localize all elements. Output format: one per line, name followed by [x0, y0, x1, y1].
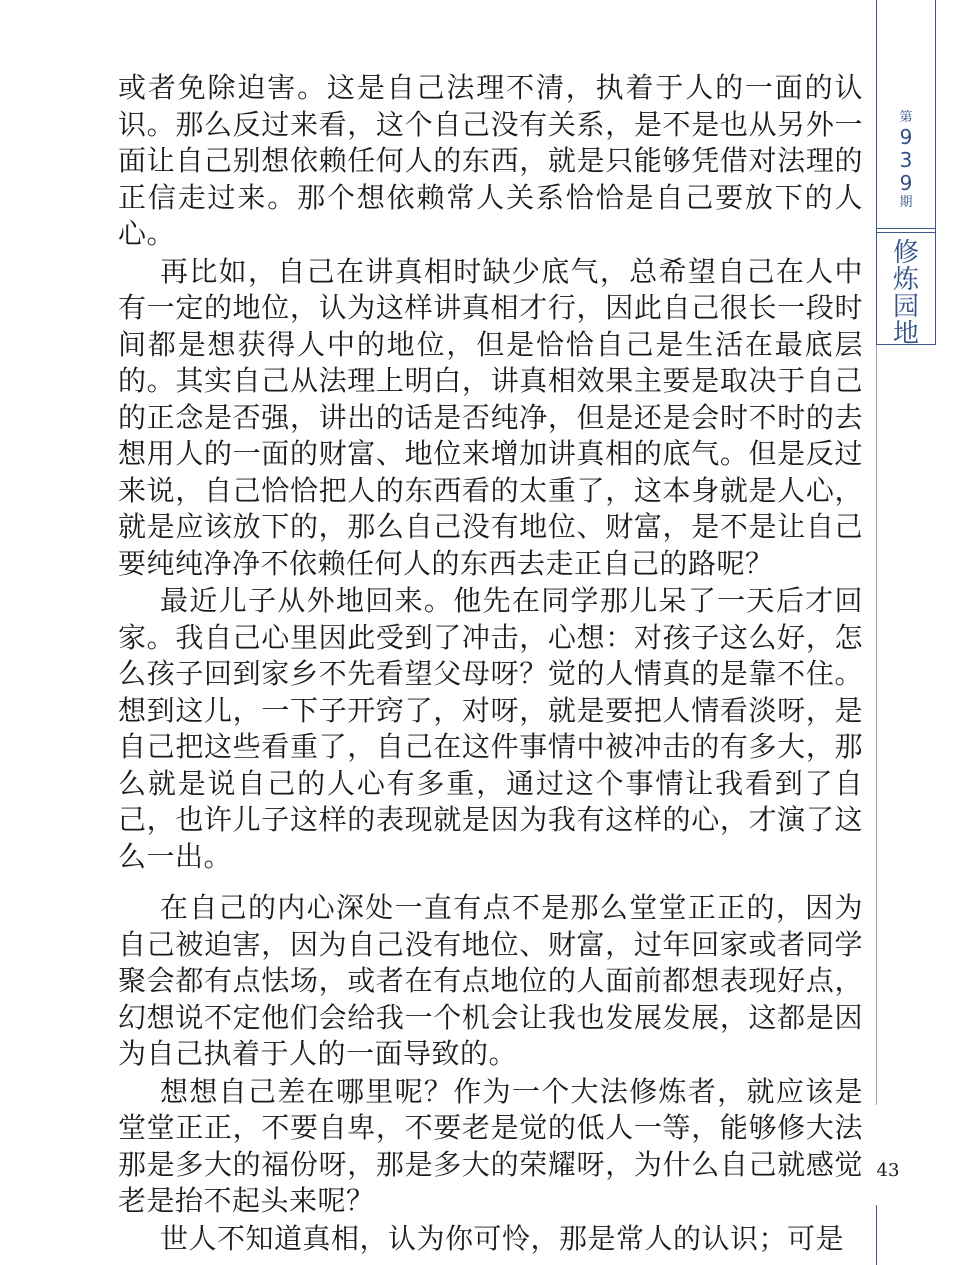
sidebar-divider — [877, 232, 935, 233]
issue-number — [877, 110, 935, 211]
issue-digit: 9 — [899, 171, 913, 195]
page-number: 43 — [876, 1160, 900, 1181]
section-title-char: 炼 — [892, 265, 919, 295]
issue-digit: 9 — [899, 125, 913, 149]
paragraph-5: 想想自己差在哪里呢？作为一个大法修炼者，就应该是堂堂正正，不要自卑，不要老是觉的低人一等，能够修大法那是多大的福份呀，那是多大的荣耀呀，为什么自己就感觉老是抬不起头来呢？ — [118, 1074, 863, 1217]
sidebar-tab — [877, 0, 937, 349]
issue-suffix: 期 — [899, 195, 913, 210]
paragraph-6: 世人不知道真相，认为你可怜，那是常人的认识；可是 — [160, 1221, 845, 1255]
margin-rule-lower — [876, 345, 877, 1105]
section-title — [877, 240, 935, 348]
section-title-char: 地 — [892, 319, 919, 349]
sidebar-divider — [877, 228, 935, 229]
paragraph-1: 或者免除迫害。这是自己法理不清，执着于人的一面的认识。那么反过来看，这个自己没有关系，是不是也从另外一面让自己别想依赖任何人的东西，就是只能够凭借对法理的正信走过来。那个想依赖常人关系恰恰是自己要放下的人心。 — [118, 71, 863, 250]
margin-rule-bottom — [876, 1205, 877, 1265]
issue-prefix: 第 — [899, 110, 913, 125]
article-body — [118, 70, 863, 1257]
section-title-char: 修 — [892, 238, 919, 268]
section-title-char: 园 — [892, 292, 919, 322]
issue-digit: 3 — [899, 148, 913, 172]
paragraph-3: 最近儿子从外地回来。他先在同学那儿呆了一天后才回家。我自己心里因此受到了冲击，心想：对孩子这么好，怎么孩子回到家乡不先看望父母呀？觉的人情真的是靠不住。想到这儿，一下子开窍了，对呀，就是要把人情看淡呀，是自己把这些看重了，自己在这件事情中被冲击的有多大，那么就是说自己的人心有多重，通过这个事情让我看到了自己，也许儿子这样的表现就是因为我有这样的心，才演了这么一出。 — [118, 584, 863, 873]
sidebar-box — [877, 0, 936, 349]
paragraph-4: 在自己的内心深处一直有点不是那么堂堂正正的，因为自己被迫害，因为自己没有地位、财富，过年回家或者同学聚会都有点怯场，或者在有点地位的人面前都想表现好点，幻想说不定他们会给我一个机会让我也发展发展，这都是因为自己执着于人的一面导致的。 — [118, 891, 863, 1070]
paragraph-2: 再比如，自己在讲真相时缺少底气，总希望自己在人中有一定的地位，认为这样讲真相才行，因此自己很长一段时间都是想获得人中的地位，但是恰恰自己是生活在最底层的。其实自己从法理上明白，讲真相效果主要是取决于自己的正念是否强，讲出的话是否纯净，但是还是会时不时的去想用人的一面的财富、地位来增加讲真相的底气。但是反过来说，自己恰恰把人的东西看的太重了，这本身就是人心，就是应该放下的，那么自己没有地位、财富，是不是让自己要纯纯净净不依赖任何人的东西去走正自己的路呢？ — [118, 254, 863, 580]
